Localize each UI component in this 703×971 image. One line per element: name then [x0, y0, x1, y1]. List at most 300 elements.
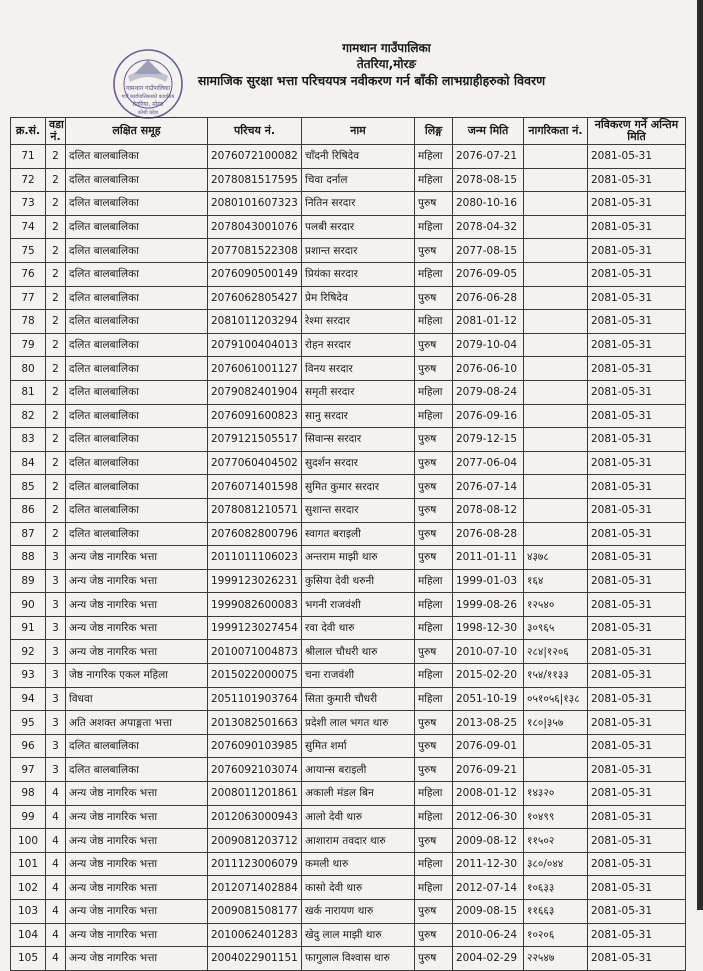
cell-name: रोहन सरदार — [302, 333, 415, 357]
cell-dob: 2077-06-04 — [453, 451, 524, 475]
table-row — [11, 404, 686, 428]
cell-renewal-date: 2081-05-31 — [588, 923, 686, 947]
cell-renewal-date: 2081-05-31 — [588, 286, 686, 310]
cell-ward: 2 — [46, 380, 66, 404]
cell-dob: 2076-09-21 — [453, 758, 524, 782]
cell-renewal-date: 2081-05-31 — [588, 310, 686, 334]
cell-ward: 4 — [46, 852, 66, 876]
header-gender: लिङ्ग — [415, 118, 453, 145]
seal-text-top: गामथान गाउँपालिका — [125, 85, 171, 92]
cell-ward: 2 — [46, 310, 66, 334]
cell-name: सानु सरदार — [302, 404, 415, 428]
table-row — [11, 498, 686, 522]
cell-gender: पुरुष — [415, 546, 453, 570]
cell-dob: 1998-12-30 — [453, 616, 524, 640]
cell-target-group: दलित बालबालिका — [66, 498, 208, 522]
cell-name: चना राजवंशी — [302, 664, 415, 688]
cell-citizenship: ०५१०५६|१३८ — [524, 687, 588, 711]
cell-gender: पुरुष — [415, 451, 453, 475]
cell-sn: 82 — [11, 404, 46, 428]
cell-id-number: 2081011203294 — [208, 310, 302, 334]
cell-citizenship — [524, 286, 588, 310]
cell-sn: 74 — [11, 215, 46, 239]
cell-id-number: 2080101607323 — [208, 192, 302, 216]
cell-ward: 3 — [46, 664, 66, 688]
cell-gender: पुरुष — [415, 758, 453, 782]
cell-sn: 92 — [11, 640, 46, 664]
cell-name: कासो देवी थारु — [302, 876, 415, 900]
cell-ward: 3 — [46, 711, 66, 735]
cell-sn: 89 — [11, 569, 46, 593]
cell-target-group: अति अशक्त अपाङ्गता भत्ता — [66, 711, 208, 735]
header-group: लक्षित समूह — [66, 118, 208, 145]
cell-citizenship — [524, 451, 588, 475]
cell-sn: 86 — [11, 498, 46, 522]
cell-dob: 2012-06-30 — [453, 805, 524, 829]
cell-target-group: अन्य जेष्ठ नागरिक भत्ता — [66, 805, 208, 829]
cell-gender: महिला — [415, 593, 453, 617]
cell-target-group: अन्य जेष्ठ नागरिक भत्ता — [66, 947, 208, 971]
cell-sn: 84 — [11, 451, 46, 475]
cell-target-group: दलित बालबालिका — [66, 286, 208, 310]
cell-ward: 4 — [46, 829, 66, 853]
cell-renewal-date: 2081-05-31 — [588, 734, 686, 758]
cell-sn: 73 — [11, 192, 46, 216]
cell-ward: 3 — [46, 546, 66, 570]
cell-target-group: अन्य जेष्ठ नागरिक भत्ता — [66, 593, 208, 617]
cell-citizenship: १०४९९ — [524, 805, 588, 829]
cell-id-number: 2015022000075 — [208, 664, 302, 688]
cell-name: सुदर्शन सरदार — [302, 451, 415, 475]
header-dob: जन्म मिति — [453, 118, 524, 145]
cell-name: विनय सरदार — [302, 357, 415, 381]
cell-ward: 3 — [46, 687, 66, 711]
cell-citizenship: ३८०/०४४ — [524, 852, 588, 876]
table-row — [11, 900, 686, 924]
cell-renewal-date: 2081-05-31 — [588, 546, 686, 570]
cell-sn: 95 — [11, 711, 46, 735]
cell-citizenship — [524, 262, 588, 286]
table-row — [11, 428, 686, 452]
cell-id-number: 2079100404013 — [208, 333, 302, 357]
cell-citizenship — [524, 404, 588, 428]
cell-ward: 4 — [46, 782, 66, 806]
cell-renewal-date: 2081-05-31 — [588, 168, 686, 192]
cell-sn: 96 — [11, 734, 46, 758]
cell-ward: 4 — [46, 947, 66, 971]
cell-target-group: दलित बालबालिका — [66, 522, 208, 546]
cell-renewal-date: 2081-05-31 — [588, 616, 686, 640]
cell-dob: 2012-07-14 — [453, 876, 524, 900]
table-row — [11, 687, 686, 711]
cell-dob: 2076-09-05 — [453, 262, 524, 286]
cell-renewal-date: 2081-05-31 — [588, 262, 686, 286]
cell-name: प्रेम रिषिदेव — [302, 286, 415, 310]
cell-renewal-date: 2081-05-31 — [588, 640, 686, 664]
header-citizenship: नागरिकता नं. — [524, 118, 588, 145]
cell-sn: 98 — [11, 782, 46, 806]
cell-renewal-date: 2081-05-31 — [588, 428, 686, 452]
cell-ward: 2 — [46, 404, 66, 428]
cell-citizenship — [524, 380, 588, 404]
table-row — [11, 947, 686, 971]
cell-sn: 72 — [11, 168, 46, 192]
cell-ward: 2 — [46, 428, 66, 452]
cell-name: आशाराम तवदार थारु — [302, 829, 415, 853]
table-row — [11, 616, 686, 640]
cell-ward: 2 — [46, 333, 66, 357]
cell-dob: 2010-06-24 — [453, 923, 524, 947]
table-row — [11, 475, 686, 499]
cell-target-group: अन्य जेष्ठ नागरिक भत्ता — [66, 640, 208, 664]
cell-renewal-date: 2081-05-31 — [588, 782, 686, 806]
cell-id-number: 2010071004873 — [208, 640, 302, 664]
cell-ward: 2 — [46, 215, 66, 239]
cell-gender: पुरुष — [415, 475, 453, 499]
cell-target-group: दलित बालबालिका — [66, 475, 208, 499]
cell-id-number: 2076090500149 — [208, 262, 302, 286]
cell-gender: महिला — [415, 215, 453, 239]
header-name: नाम — [302, 118, 415, 145]
cell-id-number: 2004022901151 — [208, 947, 302, 971]
cell-id-number: 2009081508177 — [208, 900, 302, 924]
cell-ward: 4 — [46, 923, 66, 947]
cell-target-group: दलित बालबालिका — [66, 428, 208, 452]
cell-dob: 2076-07-21 — [453, 145, 524, 169]
cell-renewal-date: 2081-05-31 — [588, 215, 686, 239]
cell-sn: 81 — [11, 380, 46, 404]
cell-renewal-date: 2081-05-31 — [588, 852, 686, 876]
cell-renewal-date: 2081-05-31 — [588, 451, 686, 475]
cell-name: सिता कुमारी चौधरी — [302, 687, 415, 711]
cell-id-number: 2078081517595 — [208, 168, 302, 192]
cell-target-group: दलित बालबालिका — [66, 404, 208, 428]
table-row — [11, 593, 686, 617]
cell-sn: 77 — [11, 286, 46, 310]
cell-name: सुमित कुमार सरदार — [302, 475, 415, 499]
cell-renewal-date: 2081-05-31 — [588, 664, 686, 688]
cell-target-group: दलित बालबालिका — [66, 758, 208, 782]
table-row — [11, 239, 686, 263]
cell-target-group: दलित बालबालिका — [66, 333, 208, 357]
cell-renewal-date: 2081-05-31 — [588, 192, 686, 216]
beneficiary-table — [10, 117, 686, 971]
cell-target-group: दलित बालबालिका — [66, 262, 208, 286]
cell-citizenship: १०६३३ — [524, 876, 588, 900]
cell-name: चिवा दर्नाल — [302, 168, 415, 192]
cell-ward: 2 — [46, 357, 66, 381]
cell-dob: 2079-12-15 — [453, 428, 524, 452]
cell-citizenship: ४३७८ — [524, 546, 588, 570]
cell-sn: 97 — [11, 758, 46, 782]
cell-citizenship — [524, 145, 588, 169]
cell-renewal-date: 2081-05-31 — [588, 357, 686, 381]
cell-ward: 2 — [46, 145, 66, 169]
cell-sn: 101 — [11, 852, 46, 876]
cell-sn: 93 — [11, 664, 46, 688]
cell-gender: पुरुष — [415, 357, 453, 381]
cell-name: आयान्स बराइली — [302, 758, 415, 782]
cell-id-number: 2078081210571 — [208, 498, 302, 522]
cell-target-group: अन्य जेष्ठ नागरिक भत्ता — [66, 852, 208, 876]
cell-gender: पुरुष — [415, 286, 453, 310]
cell-target-group: दलित बालबालिका — [66, 310, 208, 334]
cell-citizenship — [524, 239, 588, 263]
cell-dob: 2079-08-24 — [453, 380, 524, 404]
cell-gender: पुरुष — [415, 829, 453, 853]
cell-name: खर्क नारायण थारु — [302, 900, 415, 924]
cell-target-group: दलित बालबालिका — [66, 215, 208, 239]
cell-name: खेदु लाल माझी थारु — [302, 923, 415, 947]
cell-id-number: 2011011106023 — [208, 546, 302, 570]
seal-text-province: कोशी प्रदेश — [137, 110, 159, 116]
cell-citizenship: १४३२० — [524, 782, 588, 806]
cell-ward: 2 — [46, 522, 66, 546]
table-row — [11, 522, 686, 546]
cell-sn: 94 — [11, 687, 46, 711]
cell-ward: 3 — [46, 616, 66, 640]
cell-dob: 1999-01-03 — [453, 569, 524, 593]
cell-id-number: 2076082800796 — [208, 522, 302, 546]
cell-name: अन्तराम माझी थारु — [302, 546, 415, 570]
cell-gender: महिला — [415, 380, 453, 404]
cell-gender: महिला — [415, 616, 453, 640]
cell-name: फागुलाल विश्वास थारु — [302, 947, 415, 971]
cell-sn: 71 — [11, 145, 46, 169]
cell-name: आलो देवी थारु — [302, 805, 415, 829]
table-row — [11, 145, 686, 169]
scan-edge — [697, 0, 703, 910]
cell-renewal-date: 2081-05-31 — [588, 947, 686, 971]
cell-ward: 4 — [46, 805, 66, 829]
cell-dob: 2076-09-16 — [453, 404, 524, 428]
cell-sn: 75 — [11, 239, 46, 263]
table-row — [11, 829, 686, 853]
cell-target-group: दलित बालबालिका — [66, 451, 208, 475]
header-id: परिचय नं. — [208, 118, 302, 145]
cell-renewal-date: 2081-05-31 — [588, 876, 686, 900]
cell-target-group: अन्य जेष्ठ नागरिक भत्ता — [66, 923, 208, 947]
cell-renewal-date: 2081-05-31 — [588, 829, 686, 853]
cell-id-number: 1999123026231 — [208, 569, 302, 593]
cell-renewal-date: 2081-05-31 — [588, 593, 686, 617]
cell-dob: 2009-08-12 — [453, 829, 524, 853]
cell-id-number: 2012063000943 — [208, 805, 302, 829]
cell-name: प्रदेशी लाल भगत थारु — [302, 711, 415, 735]
cell-sn: 102 — [11, 876, 46, 900]
cell-id-number: 2011123006079 — [208, 852, 302, 876]
cell-id-number: 2076090103985 — [208, 734, 302, 758]
cell-gender: महिला — [415, 805, 453, 829]
cell-sn: 80 — [11, 357, 46, 381]
cell-citizenship: ११५०२ — [524, 829, 588, 853]
cell-ward: 2 — [46, 239, 66, 263]
cell-renewal-date: 2081-05-31 — [588, 900, 686, 924]
cell-name: नितिन सरदार — [302, 192, 415, 216]
table-row — [11, 923, 686, 947]
cell-target-group: अन्य जेष्ठ नागरिक भत्ता — [66, 546, 208, 570]
cell-id-number: 2012071402884 — [208, 876, 302, 900]
cell-gender: पुरुष — [415, 900, 453, 924]
cell-dob: 2078-04-32 — [453, 215, 524, 239]
table-row — [11, 711, 686, 735]
cell-sn: 104 — [11, 923, 46, 947]
table-header-row — [11, 118, 686, 145]
cell-target-group: दलित बालबालिका — [66, 239, 208, 263]
cell-dob: 2076-06-10 — [453, 357, 524, 381]
table-row — [11, 168, 686, 192]
cell-ward: 2 — [46, 262, 66, 286]
cell-gender: पुरुष — [415, 498, 453, 522]
table-row — [11, 852, 686, 876]
cell-citizenship: १०२०६ — [524, 923, 588, 947]
cell-renewal-date: 2081-05-31 — [588, 333, 686, 357]
cell-citizenship: १८०|३५७ — [524, 711, 588, 735]
cell-ward: 3 — [46, 734, 66, 758]
table-row — [11, 569, 686, 593]
table-row — [11, 215, 686, 239]
cell-citizenship: २२५४७ — [524, 947, 588, 971]
cell-id-number: 2077081522308 — [208, 239, 302, 263]
cell-gender: महिला — [415, 664, 453, 688]
cell-renewal-date: 2081-05-31 — [588, 380, 686, 404]
cell-dob: 2076-06-28 — [453, 286, 524, 310]
cell-citizenship — [524, 168, 588, 192]
cell-target-group: दलित बालबालिका — [66, 145, 208, 169]
cell-citizenship — [524, 428, 588, 452]
cell-gender: महिला — [415, 876, 453, 900]
cell-gender: महिला — [415, 569, 453, 593]
cell-dob: 2008-01-12 — [453, 782, 524, 806]
cell-id-number: 2076071401598 — [208, 475, 302, 499]
cell-name: प्रियंका सरदार — [302, 262, 415, 286]
table-row — [11, 310, 686, 334]
cell-id-number: 2079121505517 — [208, 428, 302, 452]
cell-id-number: 2077060404502 — [208, 451, 302, 475]
cell-citizenship: २८४|१२०६ — [524, 640, 588, 664]
cell-target-group: अन्य जेष्ठ नागरिक भत्ता — [66, 876, 208, 900]
cell-dob: 2078-08-12 — [453, 498, 524, 522]
cell-ward: 3 — [46, 593, 66, 617]
cell-dob: 2077-08-15 — [453, 239, 524, 263]
header-ward: वडा नं. — [46, 118, 66, 145]
cell-target-group: विधवा — [66, 687, 208, 711]
table-row — [11, 192, 686, 216]
cell-gender: पुरुष — [415, 522, 453, 546]
cell-sn: 79 — [11, 333, 46, 357]
cell-name: पलबी सरदार — [302, 215, 415, 239]
cell-sn: 88 — [11, 546, 46, 570]
cell-dob: 2011-12-30 — [453, 852, 524, 876]
cell-dob: 2013-08-25 — [453, 711, 524, 735]
cell-target-group: अन्य जेष्ठ नागरिक भत्ता — [66, 900, 208, 924]
document-header — [0, 40, 703, 90]
cell-renewal-date: 2081-05-31 — [588, 687, 686, 711]
table-row — [11, 734, 686, 758]
cell-dob: 2009-08-15 — [453, 900, 524, 924]
cell-id-number: 2013082501663 — [208, 711, 302, 735]
cell-id-number: 2076092103074 — [208, 758, 302, 782]
cell-gender: महिला — [415, 262, 453, 286]
cell-renewal-date: 2081-05-31 — [588, 239, 686, 263]
cell-dob: 2076-07-14 — [453, 475, 524, 499]
cell-target-group: दलित बालबालिका — [66, 192, 208, 216]
cell-gender: महिला — [415, 687, 453, 711]
cell-id-number: 1999082600083 — [208, 593, 302, 617]
cell-name: भगनी राजवंशी — [302, 593, 415, 617]
cell-dob: 2080-10-16 — [453, 192, 524, 216]
cell-sn: 105 — [11, 947, 46, 971]
cell-name: सुशान्त सरदार — [302, 498, 415, 522]
cell-dob: 1999-08-26 — [453, 593, 524, 617]
seal-text-bottom: तेतरिया, मोरङ — [132, 101, 164, 108]
cell-renewal-date: 2081-05-31 — [588, 805, 686, 829]
cell-ward: 4 — [46, 900, 66, 924]
table-row — [11, 380, 686, 404]
cell-gender: पुरुष — [415, 333, 453, 357]
cell-gender: पुरुष — [415, 640, 453, 664]
cell-id-number: 2076072100082 — [208, 145, 302, 169]
cell-renewal-date: 2081-05-31 — [588, 145, 686, 169]
cell-target-group: दलित बालबालिका — [66, 380, 208, 404]
table-row — [11, 805, 686, 829]
cell-citizenship — [524, 734, 588, 758]
cell-name: कमली थारु — [302, 852, 415, 876]
cell-id-number: 2009081203712 — [208, 829, 302, 853]
cell-dob: 2015-02-20 — [453, 664, 524, 688]
cell-target-group: दलित बालबालिका — [66, 357, 208, 381]
cell-sn: 100 — [11, 829, 46, 853]
document-title: सामाजिक सुरक्षा भत्ता परिचयपत्र नवीकरण गर्न बाँकी लाभग्राहीहरुको विवरण — [197, 73, 546, 88]
cell-ward: 3 — [46, 569, 66, 593]
cell-ward: 2 — [46, 475, 66, 499]
municipality-address: तेतरिया,मोरङ — [356, 57, 417, 71]
cell-dob: 2078-08-15 — [453, 168, 524, 192]
cell-ward: 3 — [46, 758, 66, 782]
cell-renewal-date: 2081-05-31 — [588, 711, 686, 735]
cell-gender: महिला — [415, 404, 453, 428]
cell-id-number: 2076062805427 — [208, 286, 302, 310]
cell-sn: 85 — [11, 475, 46, 499]
cell-gender: पुरुष — [415, 947, 453, 971]
cell-dob: 2010-07-10 — [453, 640, 524, 664]
cell-ward: 4 — [46, 876, 66, 900]
cell-target-group: जेष्ठ नागरिक एकल महिला — [66, 664, 208, 688]
cell-name: अकाली मंडल बिन — [302, 782, 415, 806]
cell-id-number: 2076091600823 — [208, 404, 302, 428]
cell-gender: पुरुष — [415, 923, 453, 947]
cell-renewal-date: 2081-05-31 — [588, 522, 686, 546]
cell-sn: 90 — [11, 593, 46, 617]
cell-gender: पुरुष — [415, 734, 453, 758]
table-row — [11, 876, 686, 900]
cell-name: रेश्मा सरदार — [302, 310, 415, 334]
cell-dob: 2076-09-01 — [453, 734, 524, 758]
cell-gender: पुरुष — [415, 428, 453, 452]
cell-citizenship — [524, 192, 588, 216]
cell-name: सुमित शर्मा — [302, 734, 415, 758]
seal-text-mid: गाउँ कार्यपालिकाको कार्यालय — [121, 94, 175, 100]
cell-name: रवा देवी थारु — [302, 616, 415, 640]
cell-gender: महिला — [415, 310, 453, 334]
cell-target-group: अन्य जेष्ठ नागरिक भत्ता — [66, 569, 208, 593]
cell-id-number: 2010062401283 — [208, 923, 302, 947]
cell-ward: 2 — [46, 192, 66, 216]
cell-gender: महिला — [415, 145, 453, 169]
cell-id-number: 2079082401904 — [208, 380, 302, 404]
cell-sn: 103 — [11, 900, 46, 924]
cell-sn: 76 — [11, 262, 46, 286]
